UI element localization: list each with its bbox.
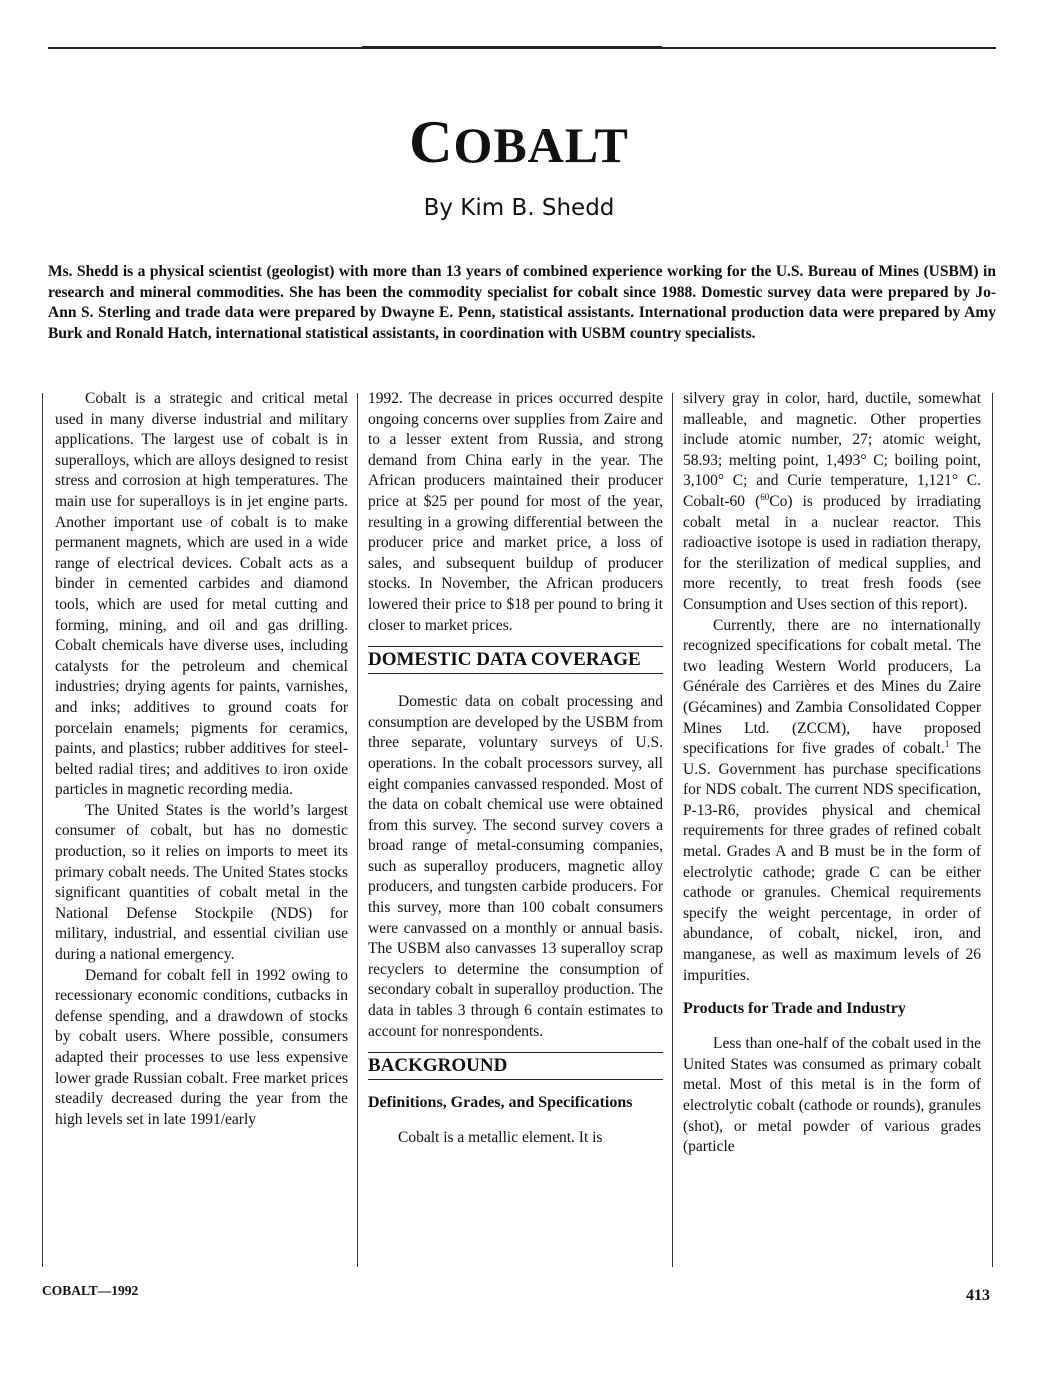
paragraph: Cobalt is a strategic and critical metal used in many diverse industrial and military applications. The largest use of cobalt is in superalloys, which are alloys designed to resist stress and corrosion at high temperatures. The main use for superalloys is in jet engine parts. Another important use of cobalt is to make permanent magnets, which are used in a wide range of electrical devices. Cobalt acts as a binder in cemented carbides and diamond tools, which are used for metal cutting and forming, mining, and oil and gas drilling. Cobalt chemicals have diverse uses, including catalysts for the petroleum and chemical industries; drying agents for paints, varnishes, and inks; additives to ground coats for porcelain enamels; pigments for ceramics, paints, and plastics; rubber additives for steel-belted radial tires; and additives to iron oxide particles in magnetic recording media. <box>55 390 348 799</box>
paragraph: 1992. The decrease in prices occurred despite ongoing concerns over supplies from Zaire and to a lesser extent from Russia, and strong demand from China early in the year. The African producers maintained their producer price at $25 per pound for most of the year, resulting in a growing differential between the producer price and market price, a loss of sales, and subsequent buildup of producer stocks. In November, the African producers lowered their price to $18 per pound to bring it closer to market prices. <box>368 390 663 634</box>
column-1 <box>55 389 348 1130</box>
paragraph: Less than one-half of the cobalt used in the United States was consumed as primary cobalt metal. Most of this metal is in the form of electrolytic cobalt (cathode or rounds), granules (shot), or metal powder of various grades (particle <box>683 1035 981 1156</box>
column-rule-right <box>992 393 993 1267</box>
section-heading-background: BACKGROUND <box>368 1052 663 1080</box>
column-rule-2 <box>672 393 673 1267</box>
page-number: 413 <box>966 1287 990 1304</box>
subheading-products: Products for Trade and Industry <box>683 1000 906 1018</box>
paragraph: Cobalt is a metallic element. It is <box>398 1129 603 1147</box>
paragraph: Currently, there are no internationally recognized specifications for cobalt metal. The two leading Western World producers, La Générale des Carrières et des Mines du Zaire (Gécamines) and Zambia Consolidated Copper Mines Ltd. (ZCCM), have proposed specifications for five grades of cobalt.$^1$ The U.S. Government has purchase specifications for NDS cobalt. The current NDS specification, P-13-R6, provides physical and chemical requirements for three grades of refined cobalt metal. Grades A and B must be in the form of electrolytic cathode; grade C can be either cathode or granules. Chemical requirements specify the weight percentage, in order of abundance, of cobalt, nickel, iron, and manganese, as well as maximum levels of 26 impurities. <box>683 616 981 984</box>
top-rule-accent <box>362 46 662 49</box>
author-note: Ms. Shedd is a physical scientist (geologist) with more than 13 years of combined experience working for the U.S. Bureau of Mines (USBM) in research and mineral commodities. She has been the commodity specialist for cobalt since 1988. Domestic survey data were prepared by Jo-Ann S. Sterling and trade data were prepared by Dwayne E. Penn, statistical assistants. International production data were prepared by Amy Burk and Ronald Hatch, international statistical assistants, in coordination with USBM country specialists. <box>48 263 996 342</box>
running-footer: COBALT—1992 <box>42 1283 139 1298</box>
byline: By Kim B. Shedd <box>423 195 615 221</box>
column-rule-left <box>42 393 43 1267</box>
column-2 <box>368 389 663 1149</box>
subheading-definitions: Definitions, Grades, and Specifications <box>368 1094 633 1112</box>
paragraph: Demand for cobalt fell in 1992 owing to recessionary economic conditions, cutbacks in defense spending, and a drawdown of stocks by cobalt users. Where possible, consumers adapted their processes to use less expensive lower grade Russian cobalt. Free market prices steadily decreased during the year from the high levels set in late 1991/early <box>55 966 348 1128</box>
section-heading-domestic: DOMESTIC DATA COVERAGE <box>368 646 663 674</box>
paragraph: The United States is the world’s largest consumer of cobalt, but has no domestic production, so it relies on imports to meet its primary cobalt needs. The United States stocks significant quantities of cobalt metal in the National Defense Stockpile (NDS) for military, industrial, and essential civilian use during a national emergency. <box>55 801 348 964</box>
page-title: COBALT <box>409 109 629 175</box>
paragraph: silvery gray in color, hard, ductile, somewhat malleable, and magnetic. Other properties include atomic number, 27; atomic weight, 58.93; melting point, 1,493° C; boiling point, 3,100° C; and Curie temperature, 1,121° C. Cobalt-60 ($^{60}$Co) is produced by irradiating cobalt metal in a nuclear reactor. This radioactive isotope is used in radiation therapy, for the sterilization of medical supplies, and more recently, to treat fresh foods (see Consumption and Uses section of this report). <box>683 390 981 613</box>
column-rule-1 <box>357 393 358 1267</box>
column-3 <box>683 389 981 1158</box>
paragraph: Domestic data on cobalt processing and consumption are developed by the USBM from three separate, voluntary surveys of U.S. operations. In the cobalt processors survey, all eight companies canvassed responded. Most of the data on cobalt chemical use were obtained from this survey. The second survey covers a broad range of metal-consuming companies, such as superalloy producers, magnetic alloy producers, and tungsten carbide producers. For this survey, more than 100 cobalt consumers were canvassed on a monthly or annual basis. The USBM also canvasses 13 superalloy scrap recyclers to determine the consumption of secondary cobalt in superalloy production. The data in tables 3 through 6 contain estimates to account for nonrespondents. <box>368 693 663 1040</box>
